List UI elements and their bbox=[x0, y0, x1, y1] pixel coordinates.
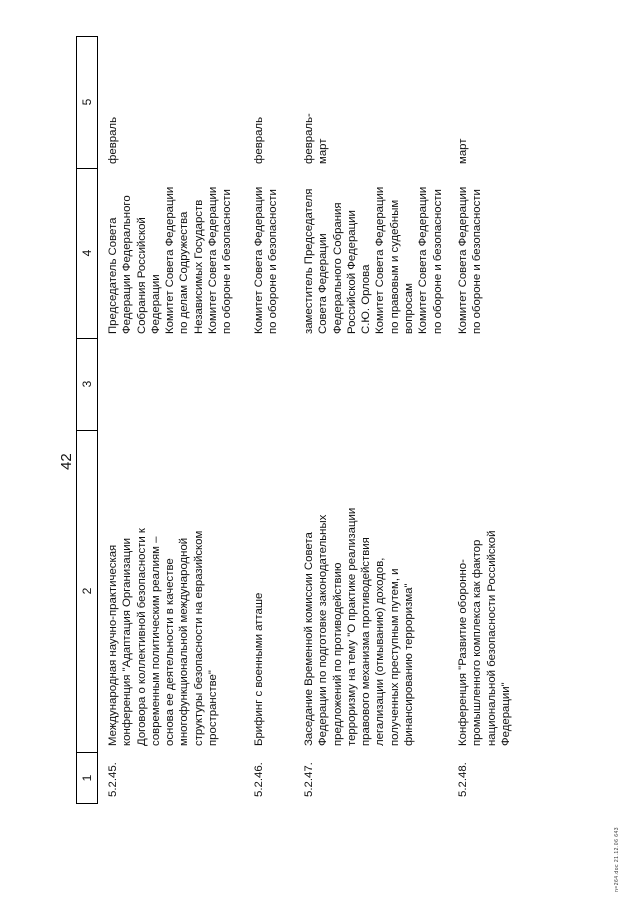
plan-table bbox=[76, 36, 512, 804]
file-footer: n=264.doc 21.12.06 643 bbox=[614, 826, 620, 892]
row-number: 5.2.48. bbox=[457, 762, 469, 797]
term: февраль bbox=[253, 116, 265, 164]
responsible: Председатель Совета Федерации Федерального Собрания Российской Федерации Комитет Совета Федерации по делам Содружества Независимых Государств Комитет Совета Федерации по обороне и безопасности bbox=[107, 186, 234, 334]
header-col-5: 5 bbox=[77, 36, 97, 169]
header-col-2: 2 bbox=[77, 430, 97, 753]
responsible: Комитет Совета Федерации по обороне и безопасности bbox=[457, 186, 484, 334]
header-col-4: 4 bbox=[77, 168, 97, 339]
responsible: заместитель Председателя Совета Федерации Федерального Собрания Российской Федерации С.Ю. Орлова Комитет Совета Федерации по правовым и судебным вопросам Комитет Совета Федерации по обороне и безопасности bbox=[303, 186, 444, 334]
responsible: Комитет Совета Федерации по обороне и безопасности bbox=[253, 186, 280, 334]
table-header bbox=[76, 36, 98, 804]
header-col-1: 1 bbox=[80, 774, 94, 782]
row-number: 5.2.47. bbox=[303, 762, 315, 797]
page-number: 42 bbox=[58, 453, 75, 470]
term: март bbox=[457, 138, 469, 164]
header-col-3: 3 bbox=[77, 338, 97, 431]
row-number: 5.2.46. bbox=[253, 762, 265, 797]
event-description: Заседание Временной комиссии Совета Федерации по подготовке законодательных предложений по противодействию терроризму на тему "О практике реализации правового механизма противодействия легализации (отмыванию) доходов, полученных преступным путем, и финансированию терроризма" bbox=[303, 507, 416, 746]
event-description: Конференция "Развитие оборонно- промышленного комплекса как фактор национальной безопасности Российской Федерации" bbox=[457, 530, 512, 746]
row-number: 5.2.45. bbox=[107, 762, 119, 797]
event-description: Международная научно-практическая конференция "Адаптация Организации Договора о коллективной безопасности к современным политическим реалиям – основа ее деятельности в качестве многофункциональной международной структуры безопасности на евразийском пространстве" bbox=[107, 528, 220, 746]
term: февраль- март bbox=[303, 113, 330, 164]
term: февраль bbox=[107, 116, 119, 164]
event-description: Брифинг с военными атташе bbox=[253, 592, 265, 746]
